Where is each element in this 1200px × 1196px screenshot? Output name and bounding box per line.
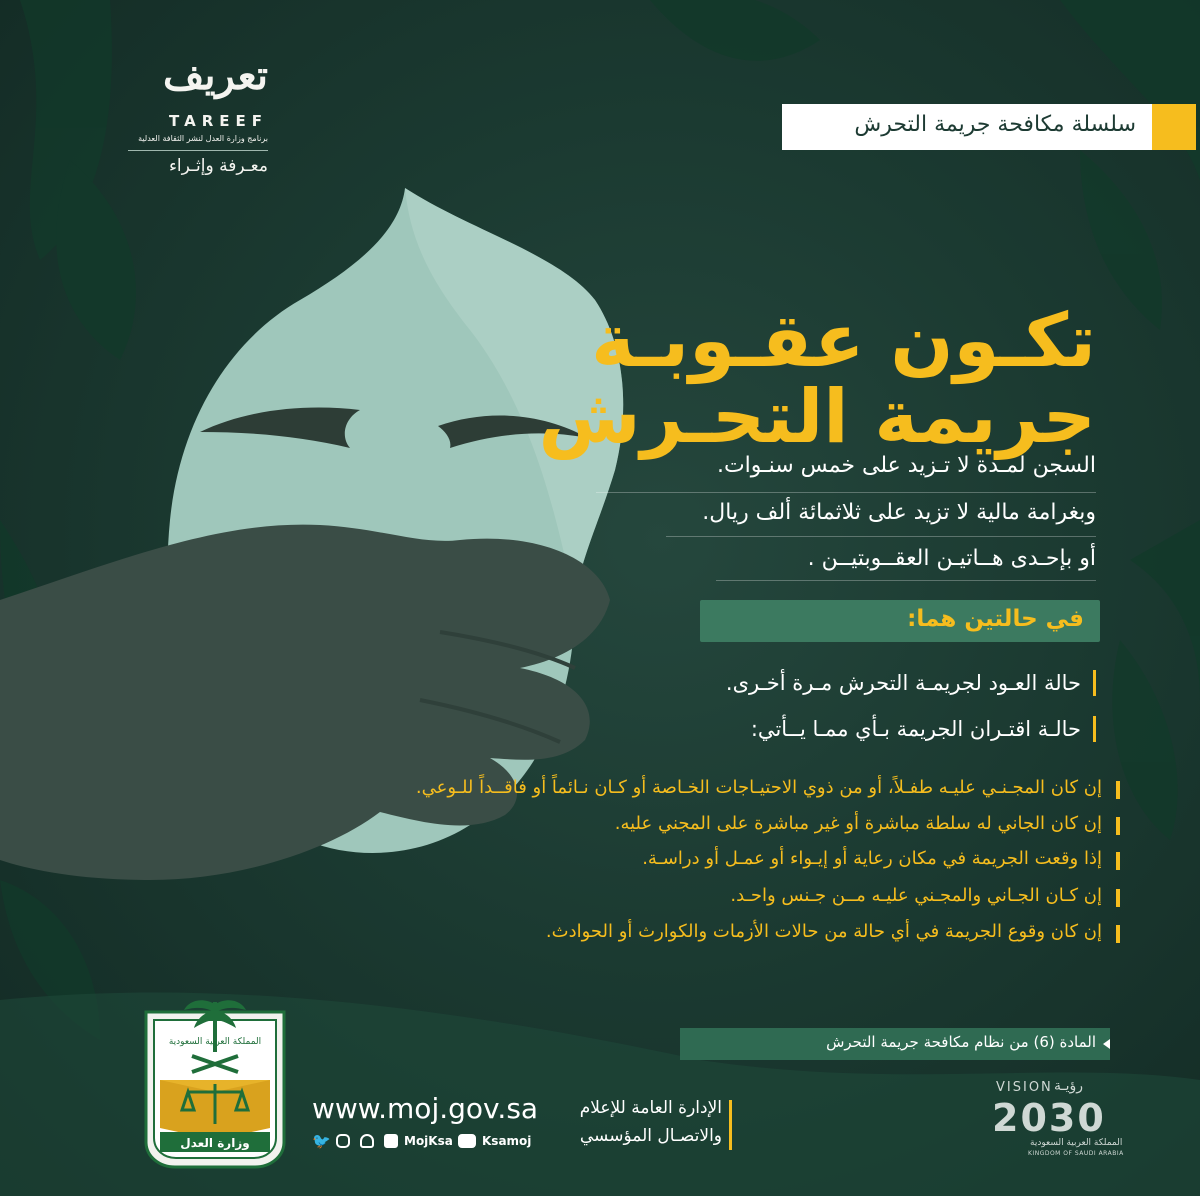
main-title-line1: تكـون عقـوبـة xyxy=(591,298,1096,384)
condition-item xyxy=(615,812,1102,836)
social-links xyxy=(312,1132,542,1152)
tareef-logo xyxy=(118,52,268,192)
condition-text: إن كان المجـنـي عليـه طفـلاً، أو من ذوي الاحتيـاجات الخـاصة أو كـان نـائماً أو فاقــداً للـوعي. xyxy=(415,777,1102,798)
social-handle[interactable]: Ksamoj xyxy=(482,1134,532,1148)
vision-word-en: VISION xyxy=(996,1080,1053,1095)
bullet-marker xyxy=(1116,889,1120,907)
article-reference-text: المادة (6) من نظام مكافحة جريمة التحرش xyxy=(826,1033,1096,1051)
website-url[interactable]: www.moj.gov.sa xyxy=(312,1092,539,1125)
series-banner-accent xyxy=(1152,104,1196,150)
triangle-marker-icon xyxy=(1103,1039,1110,1049)
condition-item xyxy=(730,884,1102,908)
media-department-line1: الإدارة العامة للإعلام xyxy=(579,1098,722,1118)
youtube-icon[interactable] xyxy=(458,1134,476,1148)
vision-kingdom-en: KINGDOM OF SAUDI ARABIA xyxy=(1028,1150,1124,1157)
logo-ministry-text: وزارة العدل xyxy=(180,1136,250,1150)
case-item: حالـة اقتـران الجريمة بـأي ممـا يــأتي: xyxy=(751,716,1096,742)
divider xyxy=(596,492,1096,493)
series-banner xyxy=(782,104,1196,150)
vision-2030-logo xyxy=(990,1078,1124,1160)
condition-text: إذا وقعت الجريمة في مكان رعاية أو إيـواء أو عمـل أو دراسـة. xyxy=(642,848,1102,869)
ministry-of-justice-logo xyxy=(140,992,290,1170)
tareef-subtitle: برنامج وزارة العدل لنشر الثقافة العدلية xyxy=(138,134,268,143)
linkedin-icon[interactable] xyxy=(384,1134,398,1148)
condition-text: إن كان وقوع الجريمة في أي حالة من حالات الأزمات والكوارث أو الحوادث. xyxy=(545,921,1102,942)
bullet-marker xyxy=(1116,852,1120,870)
tareef-name-en: TAREEF xyxy=(169,112,268,130)
series-title: سلسلة مكافحة جريمة التحرش xyxy=(854,112,1136,137)
social-handle[interactable]: MojKsa xyxy=(404,1134,453,1148)
media-department xyxy=(552,1094,722,1150)
condition-text: إن كان الجاني له سلطة مباشرة أو غير مباشرة على المجني عليه. xyxy=(614,813,1102,834)
condition-item xyxy=(546,920,1102,944)
media-department-line2: والاتصـال المؤسسي xyxy=(579,1126,722,1146)
tareef-slogan: معـرفة وإثـراء xyxy=(168,156,268,176)
tareef-name-ar: تعريف xyxy=(162,52,268,99)
vision-word-ar: رؤيـة xyxy=(1054,1078,1084,1094)
main-title-line2: جريمة التحـرش xyxy=(538,374,1096,460)
bullet-marker xyxy=(1116,925,1120,943)
cases-heading: في حالتين هما: xyxy=(907,606,1084,632)
instagram-icon[interactable] xyxy=(336,1134,350,1148)
logo-kingdom-text: المملكة العربية السعودية xyxy=(168,1037,262,1047)
condition-item xyxy=(642,847,1102,871)
condition-text: إن كـان الجـاني والمجـني عليـه مــن جـنس واحـد. xyxy=(730,885,1102,906)
snapchat-icon[interactable] xyxy=(360,1134,374,1148)
hand-illustration xyxy=(0,525,610,880)
penalty-item: أو بإحـدى هــاتيـن العقــوبتيــن . xyxy=(807,546,1096,571)
condition-item xyxy=(416,776,1102,800)
case-item: حالة العـود لجريمـة التحرش مـرة أخـرى. xyxy=(726,670,1096,696)
article-reference xyxy=(680,1028,1110,1060)
penalty-item: السجن لمـدة لا تـزيد على خمس سنـوات. xyxy=(716,453,1096,478)
bullet-marker xyxy=(1116,817,1120,835)
penalty-item: وبغرامة مالية لا تزيد على ثلاثمائة ألف ريال. xyxy=(702,500,1096,525)
media-department-bar xyxy=(729,1100,732,1150)
vision-kingdom-ar: المملكة العربية السعودية xyxy=(1030,1138,1123,1148)
vision-year: 2030 xyxy=(992,1096,1106,1140)
tareef-divider xyxy=(128,150,268,151)
cases-heading-bar xyxy=(700,600,1100,642)
twitter-icon[interactable]: 🐦 xyxy=(312,1132,331,1150)
divider xyxy=(716,580,1096,581)
divider xyxy=(666,536,1096,537)
bullet-marker xyxy=(1116,781,1120,799)
